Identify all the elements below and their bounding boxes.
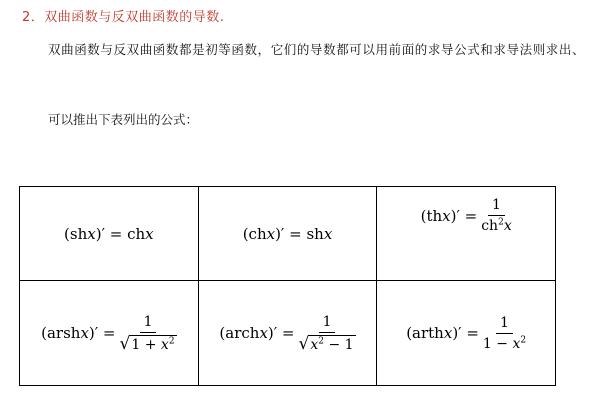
formula-arch (219, 314, 355, 353)
formula-var: x (87, 225, 96, 243)
lead-paragraph: 可以推出下表列出的公式： (48, 112, 199, 127)
exponent: 2 (498, 217, 504, 228)
fraction (481, 197, 512, 234)
formula-cell-arth (377, 281, 556, 386)
formula-text: )′ = (88, 324, 116, 342)
exponent: 2 (318, 335, 324, 346)
formula-sh (64, 225, 154, 243)
formula-text: (ch (242, 225, 267, 243)
formula-text: )′ = sh (275, 225, 324, 243)
formula-text: )′ = (267, 324, 295, 342)
formula-arth (406, 315, 526, 352)
exponent: 2 (168, 335, 175, 346)
formula-var: x (160, 336, 169, 353)
fraction (299, 314, 356, 353)
formula-var: x (443, 324, 453, 342)
formula-var: x (266, 225, 276, 243)
formula-text: )′ = (452, 324, 479, 342)
formula-text: ch (481, 218, 499, 234)
fraction (483, 315, 526, 352)
fraction (120, 314, 177, 353)
fraction-numerator: 1 (319, 314, 336, 333)
derivative-table (19, 186, 556, 386)
formula-text: )′ = (450, 206, 478, 225)
section-heading: 2．双曲函数与反双曲函数的导数. (22, 10, 225, 25)
formula-text: (sh (64, 225, 88, 243)
exponent: 2 (520, 334, 527, 345)
formula-text: 1 + (131, 336, 161, 353)
radical (299, 333, 356, 353)
formula-text: (th (420, 206, 443, 225)
fraction-numerator: 1 (488, 197, 505, 216)
formula-var: x (503, 218, 512, 234)
formula-text: (arsh (41, 324, 81, 342)
formula-cell-arch (198, 281, 377, 386)
formula-text: (arth (406, 324, 444, 342)
formula-ch (243, 225, 333, 243)
radicand (308, 335, 355, 353)
formula-cell-sh (20, 187, 199, 281)
formula-var: x (512, 335, 521, 352)
table-row (20, 187, 556, 281)
intro-paragraph: 双曲函数与反双曲函数都是初等函数，它们的导数都可以用前面的求导公式和求导法则求出、 (48, 42, 586, 57)
formula-var: x (145, 225, 154, 243)
formula-var: x (442, 206, 451, 225)
table-row (20, 281, 556, 386)
fraction-numerator: 1 (140, 314, 157, 333)
formula-cell-arsh (20, 281, 199, 386)
formula-text: − 1 (324, 336, 354, 353)
formula-var: x (310, 336, 319, 353)
fraction-numerator: 1 (496, 315, 513, 334)
fraction-denominator (481, 216, 512, 234)
formula-var: x (259, 324, 268, 342)
fraction-denominator (483, 334, 526, 352)
formula-cell-ch (198, 187, 377, 281)
formula-var: x (323, 225, 333, 243)
formula-text: )′ = ch (95, 225, 146, 243)
formula-arsh (41, 314, 176, 353)
formula-text: (arch (219, 324, 260, 342)
formula-cell-th (377, 187, 556, 281)
radical (120, 333, 177, 353)
radicand (129, 335, 176, 353)
formula-th (421, 197, 512, 234)
formula-var: x (80, 324, 89, 342)
sqrt-icon: √ (119, 333, 131, 354)
sqrt-icon: √ (298, 333, 310, 354)
formula-text: 1 − (482, 335, 513, 352)
